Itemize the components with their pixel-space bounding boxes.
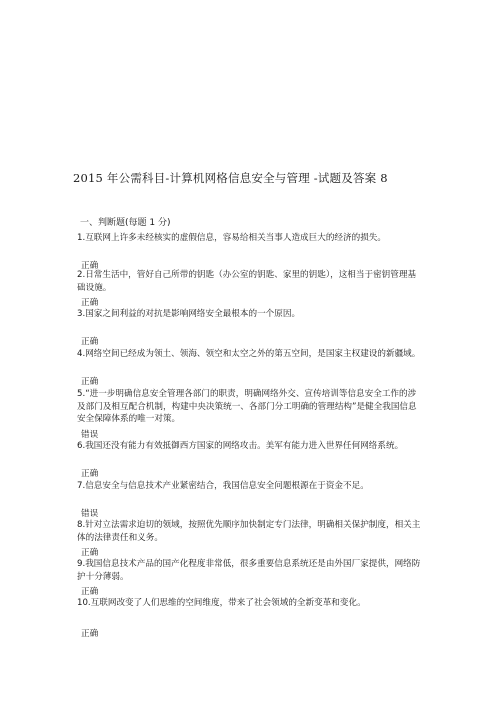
- question-7: 7.信息安全与信息技术产业紧密结合，我国信息安全问题根源在于资金不足。: [77, 481, 369, 491]
- question-10: 10.互联网改变了人们思维的空间维度，带来了社会领域的全新变革和变化。: [77, 598, 366, 608]
- answer-6: 正确: [81, 469, 99, 479]
- section-heading: 一、判断题(每题 1 分): [80, 218, 171, 228]
- question-8: 8.针对立法需求迫切的领域，按照优先顺序加快制定专门法律，明确相关保护制度，相关主体的法律责任和义务。: [77, 520, 421, 543]
- answer-5: 错误: [81, 430, 99, 440]
- answer-10: 正确: [81, 629, 99, 639]
- answer-1: 正确: [81, 261, 99, 271]
- question-3: 3.国家之间利益的对抗是影响网络安全最根本的一个原因。: [77, 309, 301, 319]
- answer-9: 正确: [81, 587, 99, 597]
- answer-2: 正确: [81, 298, 99, 308]
- question-9: 9.我国信息技术产品的国产化程度非常低，很多重要信息系统还是由外国厂家提供，网络防护十分薄弱。: [77, 559, 421, 582]
- question-2: 2.日常生活中，管好自己所带的钥匙（办公室的钥匙、家里的钥匙），这相当于密钥管理基础设施。: [77, 270, 417, 293]
- question-6: 6.我国还没有能力有效抵御西方国家的网络攻击。美军有能力进入世界任何网络系统。: [77, 441, 404, 451]
- answer-3: 正确: [81, 337, 99, 347]
- document-title: 2015 年公需科目-计算机网格信息安全与管理 -试题及答案 8: [73, 171, 388, 185]
- question-4: 4.网络空间已经成为领土、领海、领空和太空之外的第五空间，是国家主权建设的新疆域。: [77, 349, 421, 359]
- answer-4: 正确: [81, 377, 99, 387]
- answer-8: 正确: [81, 548, 99, 558]
- question-5: 5.“进一步明确信息安全管理各部门的职责，明确网络外交、宣传培训等信息安全工作的涉及部门及相互配合机制，构建中央决策统一、各部门分工明确的管理结构”是健全我国信息安全保障体系的唯一对策。: [77, 389, 417, 424]
- question-1: 1.互联网上许多未经核实的虚假信息，容易给相关当事人造成巨大的经济的损失。: [77, 233, 386, 243]
- answer-7: 错误: [81, 509, 99, 519]
